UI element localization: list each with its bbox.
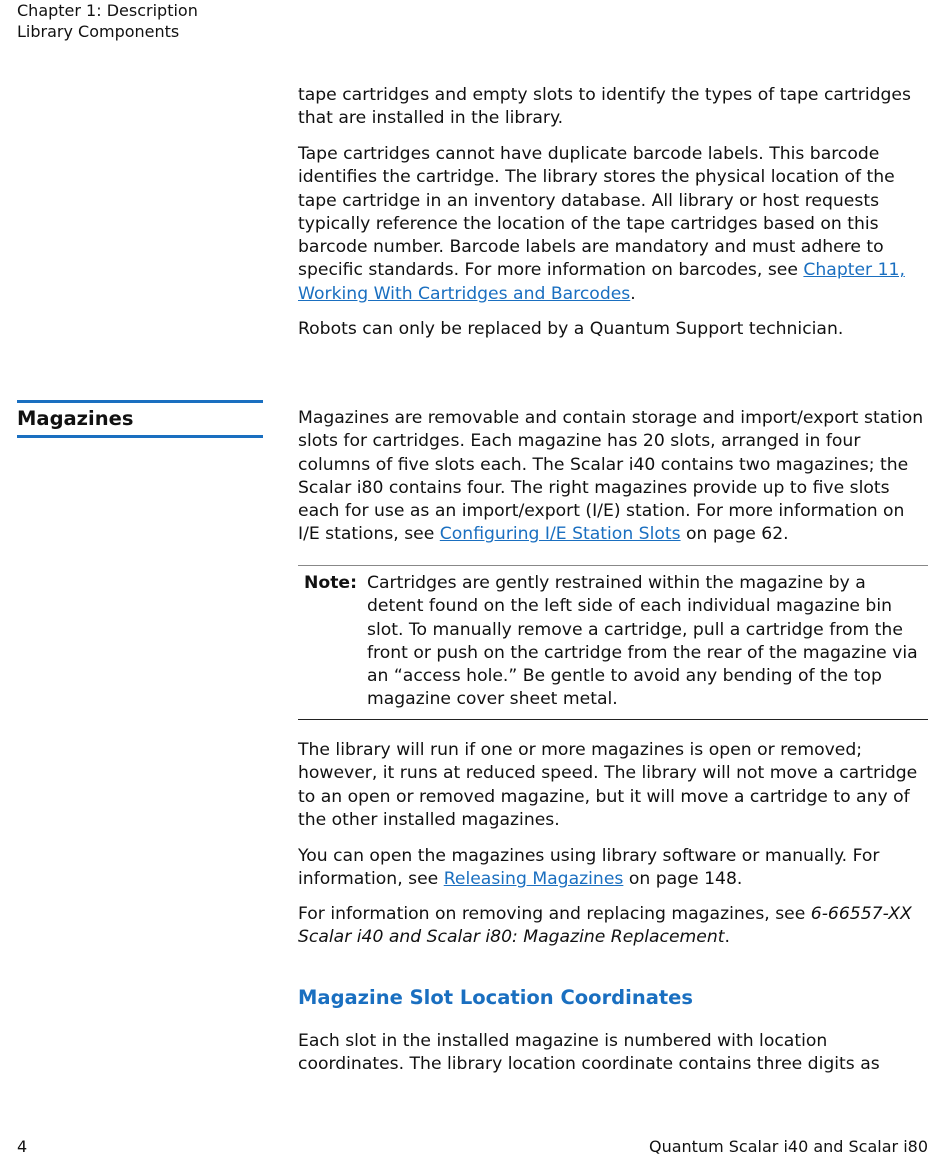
magazines-paragraph-4-text: For information on removing and replacing magazines, see — [298, 904, 811, 924]
footer-document-title: Quantum Scalar i40 and Scalar i80 — [649, 1137, 928, 1156]
intro-paragraph-2-end: . — [630, 283, 636, 304]
subsection-heading-slot-coordinates: Magazine Slot Location Coordinates — [298, 986, 694, 1009]
magazines-paragraph-3 — [298, 845, 930, 892]
magazines-paragraph-1-end: on page 62. — [680, 524, 789, 545]
intro-paragraph-3 — [298, 318, 930, 341]
magazines-paragraph-2 — [298, 739, 930, 832]
magazines-paragraph-4-end: . — [724, 927, 730, 948]
magazines-paragraph-3-text: You can open the magazines using library software or manually. For information, see — [298, 846, 880, 890]
header-chapter: Chapter 1: Description — [17, 1, 198, 20]
note-box — [298, 565, 928, 720]
running-header — [17, 0, 198, 42]
releasing-magazines-link[interactable]: Releasing Magazines — [443, 869, 624, 890]
magazines-paragraph-2-text: The library will run if one or more magazines is open or removed; however, it runs at reduced speed. The library will not move a cartridge to an open or removed magazine, but it will move a cartridge to any of the other installed magazines. — [298, 740, 918, 830]
section-rule-bottom — [17, 435, 263, 438]
magazines-paragraph-4 — [298, 903, 930, 950]
intro-paragraph-2 — [298, 143, 930, 306]
configuring-ie-station-slots-link[interactable]: Configuring I/E Station Slots — [439, 524, 681, 545]
intro-paragraph-2-text: Tape cartridges cannot have duplicate barcode labels. This barcode identifies the cartridge. The library stores the physical location of the tape cartridge in an inventory database. All library or host requests typically reference the location of the tape cartridges based on this barcode number. Barcode labels are mandatory and must adhere to specific standards. For more information on barcodes, see — [298, 144, 895, 281]
section-rule-top — [17, 400, 263, 403]
header-section: Library Components — [17, 22, 180, 41]
slot-coords-paragraph-1-text: Each slot in the installed magazine is numbered with location coordinates. The library location coordinate contains three digits as — [298, 1031, 880, 1075]
intro-paragraph-3-text: Robots can only be replaced by a Quantum Support technician. — [298, 319, 844, 339]
note-label: Note: — [304, 573, 357, 593]
note-text: Cartridges are gently restrained within the magazine by a detent found on the left side of each individual magazine bin slot. To manually remove a cartridge, pull a cartridge from the front or push on the cartridge from the rear of the magazine via an “access hole.” Be gentle to avoid any bending of the top magazine cover sheet metal. — [367, 573, 918, 710]
magazines-paragraph-1 — [298, 407, 930, 547]
magazines-paragraph-1-text: Magazines are removable and contain storage and import/export station slots for cartridges. Each magazine has 20 slots, arranged in four columns of five slots each. The Scalar i40 contains two magazines; the Scalar i80 contains four. The right magazines provide up to five slots each for use as an import/export (I/E) station. For more information on I/E stations, see — [298, 408, 924, 545]
magazine-replacement-doc-reference: 6-66557-XX Scalar i40 and Scalar i80: Magazine Replacement — [298, 904, 912, 948]
footer-page-number: 4 — [17, 1137, 28, 1156]
slot-coords-paragraph-1 — [298, 1030, 930, 1077]
chapter-11-link[interactable]: Chapter 11, Working With Cartridges and Barcodes — [298, 260, 905, 304]
section-heading-magazines: Magazines — [17, 407, 134, 430]
magazines-paragraph-3-end: on page 148. — [623, 869, 743, 890]
intro-paragraph-1-text: tape cartridges and empty slots to identify the types of tape cartridges that are installed in the library. — [298, 85, 911, 129]
intro-paragraph-1 — [298, 84, 930, 131]
